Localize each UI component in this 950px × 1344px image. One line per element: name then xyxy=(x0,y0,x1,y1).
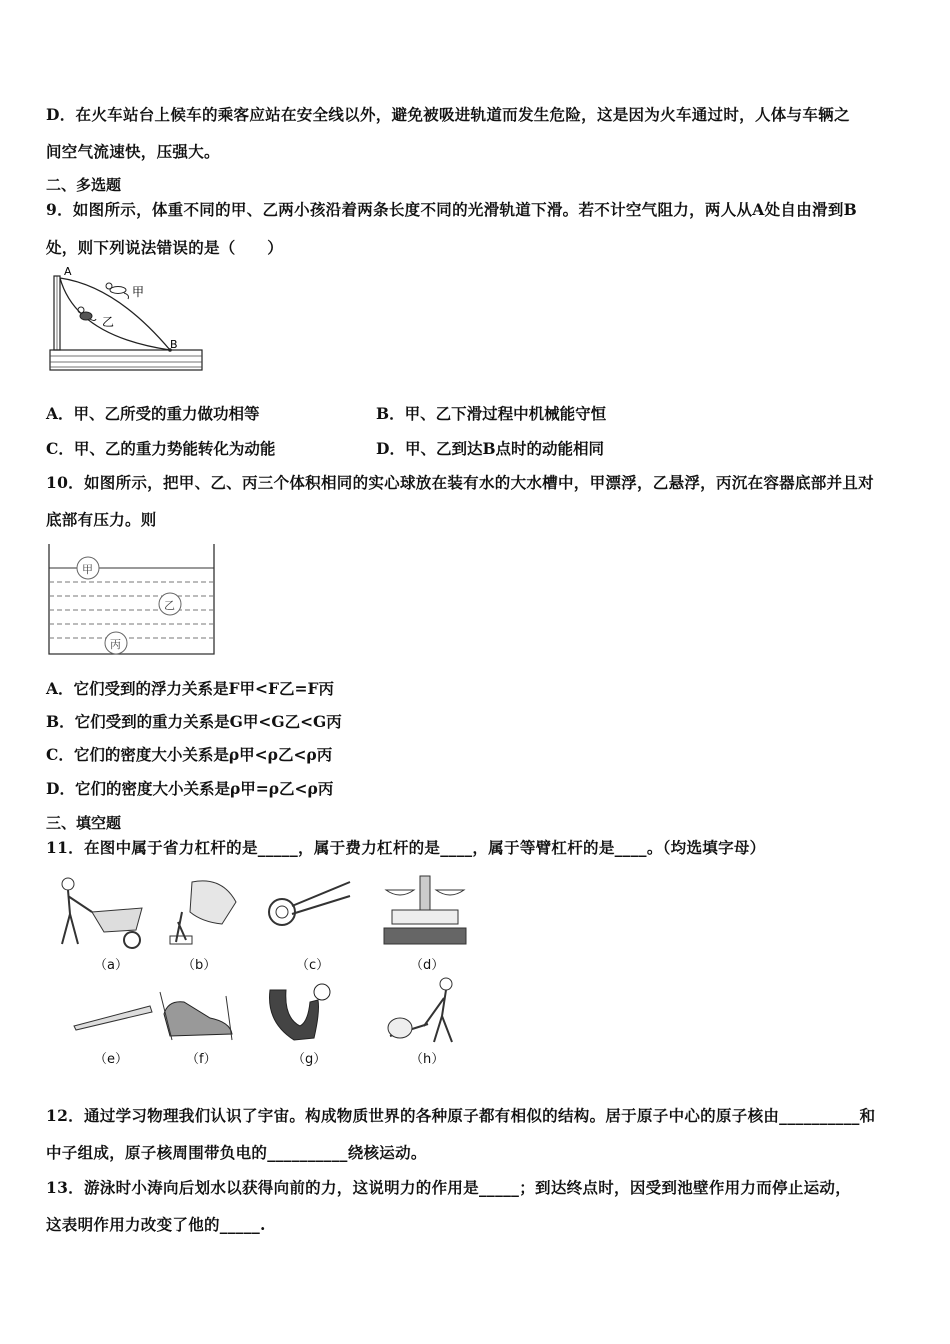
q10-option-c[interactable]: C．它们的密度大小关系是ρ甲<ρ乙<ρ丙 xyxy=(46,745,333,764)
q10-option-b[interactable]: B．它们受到的重力关系是G甲<G乙<G丙 xyxy=(46,712,342,731)
q12-line2: 中子组成，原子核周围带负电的__________绕核运动。 xyxy=(46,1143,427,1162)
wheelbarrow-figure xyxy=(52,872,148,952)
q9-fig-label-yi: 乙 xyxy=(102,315,115,329)
q9-stem-line2: 处，则下列说法错误的是（ ） xyxy=(46,238,284,257)
balance-scale-figure xyxy=(380,870,470,948)
q9-fig-label-a: A xyxy=(64,266,72,278)
q11-stem: 11．在图中属于省力杠杆的是_____，属于费力杠杆的是____，属于等臂杠杆的是____。（均选填字母） xyxy=(46,838,766,857)
q9-option-d[interactable] xyxy=(376,437,604,459)
q9-option-d-text: D．甲、乙到达B点时的动能相同 xyxy=(376,439,605,458)
q10-option-a[interactable]: A．它们受到的浮力关系是F甲<F乙=F丙 xyxy=(46,679,335,698)
q10-stem-line2: 底部有压力。则 xyxy=(46,510,157,529)
hand-tool-figure xyxy=(162,872,242,952)
q9-option-a-text: A．甲、乙所受的重力做功相等 xyxy=(46,404,260,423)
section-multi-choice-title: 二、多选题 xyxy=(46,176,122,194)
arm-figure xyxy=(264,982,340,1048)
q10-ball-yi-label: 乙 xyxy=(164,599,175,612)
q10-option-d[interactable]: D．它们的密度大小关系是ρ甲=ρ乙<ρ丙 xyxy=(46,779,334,798)
q9-option-a[interactable] xyxy=(46,402,260,424)
pliers-figure xyxy=(262,876,354,946)
caption-e: （e） xyxy=(94,1052,128,1067)
caption-c: （c） xyxy=(296,958,330,973)
caption-f: （f） xyxy=(186,1052,217,1067)
caption-g: （g） xyxy=(292,1052,327,1067)
q13-line2: 这表明作用力改变了他的_____. xyxy=(46,1215,266,1234)
q10-ball-jia-label: 甲 xyxy=(82,563,93,576)
q13-line1: 13．游泳时小涛向后划水以获得向前的力，这说明力的作用是_____；到达终点时，因受到池壁作用力而停止运动， xyxy=(46,1178,852,1197)
q9-slide-figure xyxy=(46,266,206,376)
caption-d: （d） xyxy=(410,958,445,973)
q9-option-c-text: C．甲、乙的重力势能转化为动能 xyxy=(46,439,276,458)
q9-option-b[interactable] xyxy=(376,402,606,424)
worker-lever-figure xyxy=(384,976,474,1046)
q9-option-b-text: B．甲、乙下滑过程中机械能守恒 xyxy=(376,404,607,423)
q9-fig-label-jia: 甲 xyxy=(132,285,145,299)
q10-stem-line1: 10．如图所示，把甲、乙、丙三个体积相同的实心球放在装有水的大水槽中，甲漂浮，乙悬浮，丙沉在容器底部并且对 xyxy=(46,473,874,492)
tweezers-figure xyxy=(70,1000,154,1040)
section-fill-blank-title: 三、填空题 xyxy=(46,814,122,832)
q12-line1: 12．通过学习物理我们认识了宇宙。构成物质世界的各种原子都有相似的结构。居于原子中心的原子核由__________和 xyxy=(46,1106,876,1125)
caption-b: （b） xyxy=(182,958,217,973)
q8-option-d-line2: 间空气流速快，压强大。 xyxy=(46,142,220,161)
caption-h: （h） xyxy=(410,1052,445,1067)
q10-water-tank-figure xyxy=(46,542,218,658)
q10-ball-bing-label: 丙 xyxy=(110,638,121,651)
shoe-figure xyxy=(154,984,238,1046)
caption-a: （a） xyxy=(94,958,128,973)
q9-fig-label-b: B xyxy=(170,338,178,351)
q9-stem-line1: 9．如图所示，体重不同的甲、乙两小孩沿着两条长度不同的光滑轨道下滑。若不计空气阻力，两人从A处自由滑到B xyxy=(46,200,858,219)
q8-option-d-line1: D．在火车站台上候车的乘客应站在安全线以外，避免被吸进轨道而发生危险，这是因为火车通过时，人体与车辆之 xyxy=(46,105,850,124)
q9-option-c[interactable] xyxy=(46,437,275,459)
